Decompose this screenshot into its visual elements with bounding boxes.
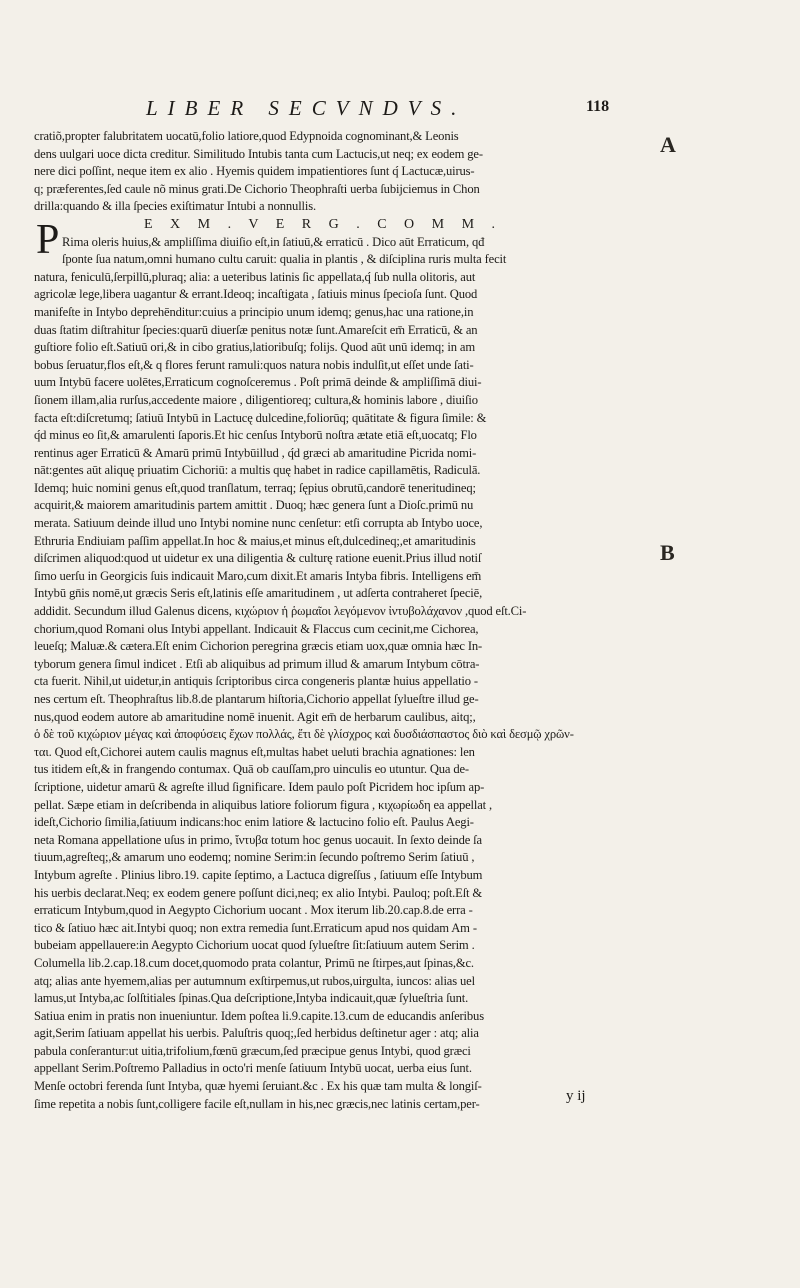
text-line: ſime repetita a nobis ſunt,colligere facile eſt,nullam in his,nec græcis,nec latinis certam,per- bbox=[34, 1096, 480, 1111]
text-line: Ethruria Endiuiam paſſim appellat.In hoc & maius,et minus eſt,dulcedineq;,et amaritudinis bbox=[34, 533, 476, 548]
text-line: ideſt,Cichorio ſimilia,ſatiuum indicans:hoc enim latiore & lactucino folio eſt. Paulus Aegi- bbox=[34, 815, 474, 830]
text-line: Intybum agreſte . Plinius libro.19. capite ſeptimo, a Lactuca digreſſus , ſatiuum eſſe Intybum bbox=[34, 867, 483, 882]
text-line: duas ſtatim diſtrahitur ſpecies:quarū diuerſæ penitus notæ ſunt.Amareſcit em̄ Erraticū, & an bbox=[34, 322, 478, 337]
main-text bbox=[34, 128, 644, 1113]
text-line: atq; alias ante hyemem,alias per autumnum exſtirpemus,ut rubos,uirgulta, iuncos: alias uel bbox=[34, 973, 475, 988]
text-line: tus itidem eſt,& in frangendo contumax. Quā ob cauſſam,pro uinculis eo utuntur. Qua de- bbox=[34, 762, 469, 777]
page-number: 118 bbox=[586, 98, 610, 115]
running-title: LIBER SECVNDVS. bbox=[146, 96, 467, 120]
text-line: erraticum Intybum,quod in Aegypto Cichorium uocant . Mox iterum lib.20.cap.8.de erra - bbox=[34, 903, 473, 918]
text-line: merata. Satiuum deinde illud uno Intybi nomine nunc cenſetur: etſi corrupta ab Intybo uoce, bbox=[34, 516, 483, 531]
text-line: q́d minus eo ſit,& amarulenti ſaporis.Et hic cenſus Intyborū noſtra ætate etiā eſt,uocatq; Flo bbox=[34, 428, 477, 443]
text-line: natura, feniculū,ſerpillū,pluraq; alia: a ueteribus latinis ſic appellata,q́ ſub nulla olitoris, aut bbox=[34, 269, 476, 284]
text-line: bobus ſeruatur,flos eſt,& q flores ferunt ramuli:quos natura nobis indulſit,ut eſſet unde ſati- bbox=[34, 357, 474, 372]
text-line: ſionem illam,alia rurſus,accedente maiore , diligentioreq; cultura,& hominis labore , diuiſio bbox=[34, 392, 478, 407]
margin-letter-b: B bbox=[660, 540, 675, 565]
text-line: pabula conſerantur:ut uitia,trifolium,fœnū græcum,ſed præcipue genus Intybi, quod græci bbox=[34, 1043, 471, 1058]
text-line: acquirit,& maiorem amaritudinis partem amittit . Duoq; hæc genera ſunt a Dioſc.primū nu bbox=[34, 498, 474, 513]
text-line: neta Romana appellatione uſus in primo, ἴντυβα totum hoc genus uocauit. In ſexto deinde ſa bbox=[34, 832, 482, 847]
margin-letter-a: A bbox=[660, 132, 676, 157]
catchword: y ij bbox=[566, 1088, 586, 1104]
text-line: q; præferentes,ſed caule nõ minus grati.De Cichorio Theophraſti uerba ſubijciemus in Chon bbox=[34, 181, 480, 196]
text-line: facta eſt:diſcretumq; ſatiuū Intybū in Lactucę dulcedine,foliorūq; quātitate & figura ſimile: & bbox=[34, 410, 487, 425]
text-line: nere dici poſſint, neque item ex alio . Hyemis quidem impatientiores ſunt q́ Lactucæ,uirus- bbox=[34, 164, 475, 179]
text-line: leueſq; Maluæ.& cætera.Eſt enim Cichorion peregrina græcis etiam uox,quæ omnia hæc In- bbox=[34, 639, 483, 654]
text-line: manifeſte in Intybo deprehēnditur:cuius a principio unum idemq; genus,hac una ratione,in bbox=[34, 304, 474, 319]
text-line: appellant Serim.Poſtremo Palladius in octo'ri menſe ſatiuum Intybū uocat, uerba eius ſunt. bbox=[34, 1061, 472, 1076]
text-line: cta fuerit. Nihil,ut uidetur,in antiquis ſcriptoribus circa congeneris plantæ huius appellatio - bbox=[34, 674, 478, 689]
text-line: dens uulgari uoce dicta creditur. Similitudo Intubis tanta cum Lactucis,ut neq; ex eodem ge- bbox=[34, 146, 483, 161]
text-line: uum Intybū facere uolētes,Erraticum cognoſceremus . Poſt primā deinde & ampliſſimā diui- bbox=[34, 375, 482, 390]
text-line: lamus,ut Intyba,ac ſolſtitiales ſpinas.Qua deſcriptione,Intyba indicauit,quæ ſylueſtria ſunt. bbox=[34, 991, 469, 1006]
text-line: his uerbis declarat.Neq; ex eodem genere poſſunt dici,neq; ex alio Intybi. Pauloq; poſt.Eſt & bbox=[34, 885, 483, 900]
text-line: agricolæ lege,libera uagantur & errant.Ideoq; incaſtigata , ſatiuis minus ſpecioſa ſunt. Quod bbox=[34, 287, 478, 302]
section-heading: E X M . V E R G . C O M M . bbox=[144, 216, 503, 232]
text-line: nāt:gentes aūt aliquę priuatim Cichoriū: a multis quę habet in radice capillamētis, Radiculā. bbox=[34, 463, 481, 478]
text-line: ſcriptione, uidetur amarū & agreſte illud ſignificare. Idem paulo poſt Picridem hoc ipſum ap- bbox=[34, 779, 485, 794]
text-line: ὁ δὲ τοῦ κιχώριον μέγας καὶ ἀποφύσεις ἔχων πολλάς, ἔτι δὲ γλίσχρος καὶ δυσδιάσπαστος διὸ καὶ δεσμῷ χρῶν- bbox=[34, 727, 574, 742]
text-line: Rima oleris huius,& ampliſſima diuiſio eſt,in ſatiuū,& erraticū . Dico aūt Erraticum, qđ bbox=[62, 234, 485, 249]
text-line: Idemq; huic nomini genus eſt,quod tranſlatum, terraq; ſępius obrutū,candorē teneritudineq; bbox=[34, 480, 476, 495]
text-line: cratiõ,propter falubritatem uocatū,folio latiore,quod Edypnoida cognominant,& Leonis bbox=[34, 129, 459, 143]
text-line: agit,Serim ſatiuam appellat his uerbis. Paluſtris quoq;,ſed herbidus deſtinetur ager : atq; alia bbox=[34, 1026, 479, 1041]
text-line: ſponte ſua natum,omni humano cultu caruit: qualia in plantis , & diſciplina ruris multa fecit bbox=[62, 252, 507, 267]
text-line: nus,quod eodem autore ab amaritudine nomē inuenit. Agit em̄ de herbarum caulibus, aitq;, bbox=[34, 709, 476, 724]
text-line: Intybū gn̄is nomē,ut græcis Seris eſt,latinis eſſe amaritudinem , ut adſerta contraheret ſpeciē, bbox=[34, 586, 483, 601]
text-line: Satiua enim in pratis non inueniuntur. Idem poſtea li.9.capite.13.cum de educandis anſeribus bbox=[34, 1008, 484, 1023]
text-line: addidit. Secundum illud Galenus dicens, κιχώριον ἡ ῥωμαῖοι λεγόμενον ἰντυβολάχανον ,quod eſt.Ci- bbox=[34, 604, 527, 619]
text-line: chorium,quod Romani olus Intybi appellant. Indicauit & Flaccus cum cecinit,me Cichorea, bbox=[34, 621, 479, 636]
text-line: Menſe octobri ferenda ſunt Intyba, quæ hyemi ſeruiant.&c . Ex his quæ tam multa & longiſ- bbox=[34, 1079, 482, 1094]
text-line: ται. Quod eſt,Cichorei autem caulis magnus eſt,multas habet ueluti brachia agnationes: len bbox=[34, 744, 475, 759]
text-line: tico & ſatiuo hæc ait.Intybi quoq; non extra remedia ſunt.Erraticum apud nos quidam Am - bbox=[34, 920, 477, 935]
drop-capital: P bbox=[36, 217, 60, 263]
text-line: tiuum,agreſteq;,& amarum uno eodemq; nomine Serim:in ſecundo poſtremo Serim ſatiuū , bbox=[34, 850, 475, 865]
text-line: bubeiam appellauere:in Aegypto Cichorium uocat quod ſylueſtre ſit:ſatiuum autem Serim . bbox=[34, 938, 475, 953]
text-line: guſtiore folio eſt.Satiuū ori,& in cibo gratius,latioribuſq; folijs. Quod aūt unū idemq; in am bbox=[34, 340, 475, 355]
text-line: drilla:quando & illa ſpecies exiſtimatur Intubi a nonnullis. bbox=[34, 199, 316, 214]
text-line: diſcrimen aliquod:quod ut uidetur ex una diligentia & culturę ratione euenit.Prius illud notiſ bbox=[34, 551, 482, 566]
text-line: pellat. Sæpe etiam in deſcribenda in aliquibus latiore foliorum figura , κιχωρίωδη ea appellat , bbox=[34, 797, 493, 812]
text-line: ſimo uerſu in Georgicis ſuis indicauit Maro,cum dixit.Et amaris Intyba fibris. Intelligens em̄ bbox=[34, 568, 482, 583]
text-line: nes certum eſt. Theophraſtus lib.8.de plantarum hiſtoria,Cichorio appellat ſylueſtre illud ge- bbox=[34, 692, 479, 706]
text-line: Columella lib.2.cap.18.cum docet,quomodo prata colantur, Primū ne ſtirpes,aut ſpinas,&c. bbox=[34, 955, 474, 970]
running-head bbox=[0, 96, 800, 126]
text-line: tyborum genera ſimul indicet . Etſi ab aliquibus ad primum illud & amarum Intybum cōtra- bbox=[34, 656, 480, 671]
text-line: rentinus ager Erraticū & Amarū primū Intybūillud , q́d græci ab amaritudine Picrida nomi- bbox=[34, 445, 477, 460]
